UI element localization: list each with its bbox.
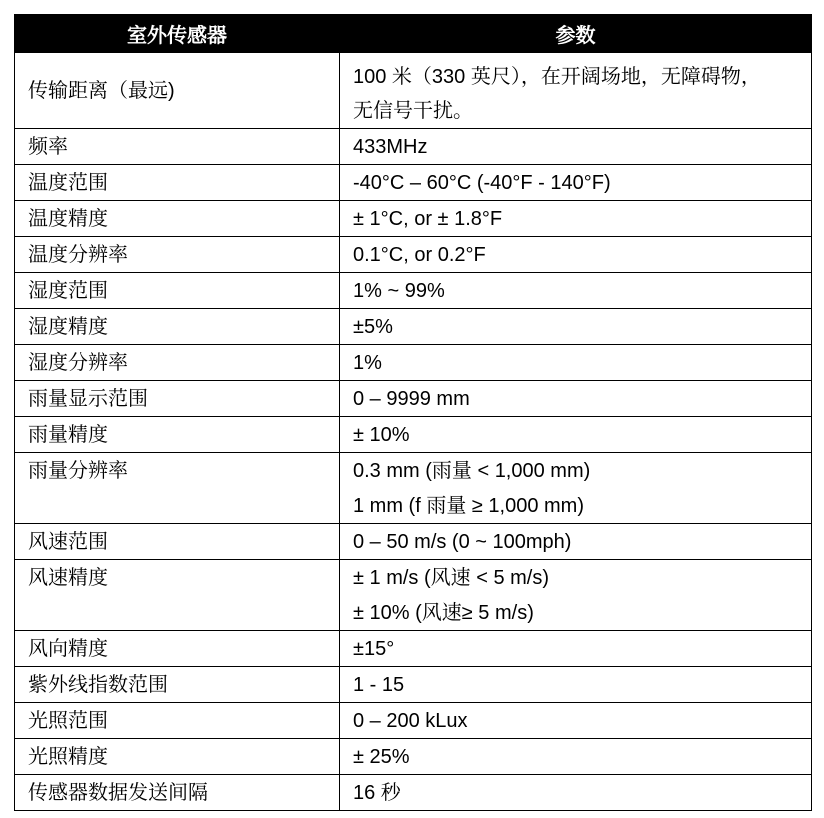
header-params: 参数 xyxy=(340,15,812,53)
row-value: ± 25% xyxy=(353,746,410,768)
row-value: 0 – 200 kLux xyxy=(353,710,468,732)
row-label: 雨量精度 xyxy=(28,424,108,446)
row-label: 风向精度 xyxy=(28,638,108,660)
table-row xyxy=(15,703,812,739)
table-row xyxy=(15,631,812,667)
row-label: 温度精度 xyxy=(28,208,108,230)
header-sensor: 室外传感器 xyxy=(15,15,340,53)
row-label: 风速精度 xyxy=(28,567,108,589)
table-row xyxy=(15,309,812,345)
table-row xyxy=(15,417,812,453)
row-label: 光照范围 xyxy=(28,710,108,732)
row-label: 湿度分辨率 xyxy=(28,352,128,374)
row-label: 雨量显示范围 xyxy=(28,388,148,410)
row-label: 风速范围 xyxy=(28,531,108,553)
row-value: 0.1°C, or 0.2°F xyxy=(353,244,486,266)
table-row xyxy=(15,201,812,237)
table-row xyxy=(15,237,812,273)
table-row xyxy=(15,560,812,631)
row-value: 0.3 mm (雨量 < 1,000 mm) xyxy=(353,460,591,482)
row-value: 1 - 15 xyxy=(353,674,405,696)
row-label: 雨量分辨率 xyxy=(28,460,128,482)
row-value: 16 秒 xyxy=(353,782,401,804)
table-header-row xyxy=(15,15,812,53)
table-row xyxy=(15,165,812,201)
row-value: ± 10% xyxy=(353,424,410,446)
row-value: 100 米（330 英尺），在开阔场地，无障碍物， xyxy=(353,66,761,88)
row-value: 0 – 50 m/s (0 ~ 100mph) xyxy=(353,531,572,553)
row-value: ± 10% (风速≥ 5 m/s) xyxy=(353,602,534,624)
row-value: ± 1 m/s (风速 < 5 m/s) xyxy=(353,567,549,589)
table-row xyxy=(15,273,812,309)
row-label: 温度范围 xyxy=(28,172,108,194)
table-row xyxy=(15,453,812,524)
row-value: ±15° xyxy=(353,638,395,660)
table-row xyxy=(15,775,812,811)
spec-table xyxy=(14,14,812,811)
row-value: -40°C – 60°C (-40°F - 140°F) xyxy=(353,172,611,194)
row-label: 湿度范围 xyxy=(28,280,108,302)
table-row xyxy=(15,53,812,129)
table-row xyxy=(15,129,812,165)
table-row xyxy=(15,524,812,560)
row-value: 1% xyxy=(353,352,382,374)
row-value: ±5% xyxy=(353,316,393,338)
row-value: 0 – 9999 mm xyxy=(353,388,470,410)
row-label: 湿度精度 xyxy=(28,316,108,338)
table-row xyxy=(15,381,812,417)
row-value: 无信号干扰。 xyxy=(353,100,473,122)
row-label: 频率 xyxy=(28,136,68,158)
row-value: 433MHz xyxy=(353,136,428,158)
table-row xyxy=(15,739,812,775)
row-label: 传感器数据发送间隔 xyxy=(28,782,208,804)
row-label: 温度分辨率 xyxy=(28,244,128,266)
table-row xyxy=(15,345,812,381)
row-label: 传输距离（最远) xyxy=(28,79,175,102)
row-label: 紫外线指数范围 xyxy=(28,674,168,696)
row-value: ± 1°C, or ± 1.8°F xyxy=(353,208,503,230)
row-label: 光照精度 xyxy=(28,746,108,768)
row-value: 1 mm (f 雨量 ≥ 1,000 mm) xyxy=(353,495,585,517)
row-value: 1% ~ 99% xyxy=(353,280,445,302)
table-row xyxy=(15,667,812,703)
